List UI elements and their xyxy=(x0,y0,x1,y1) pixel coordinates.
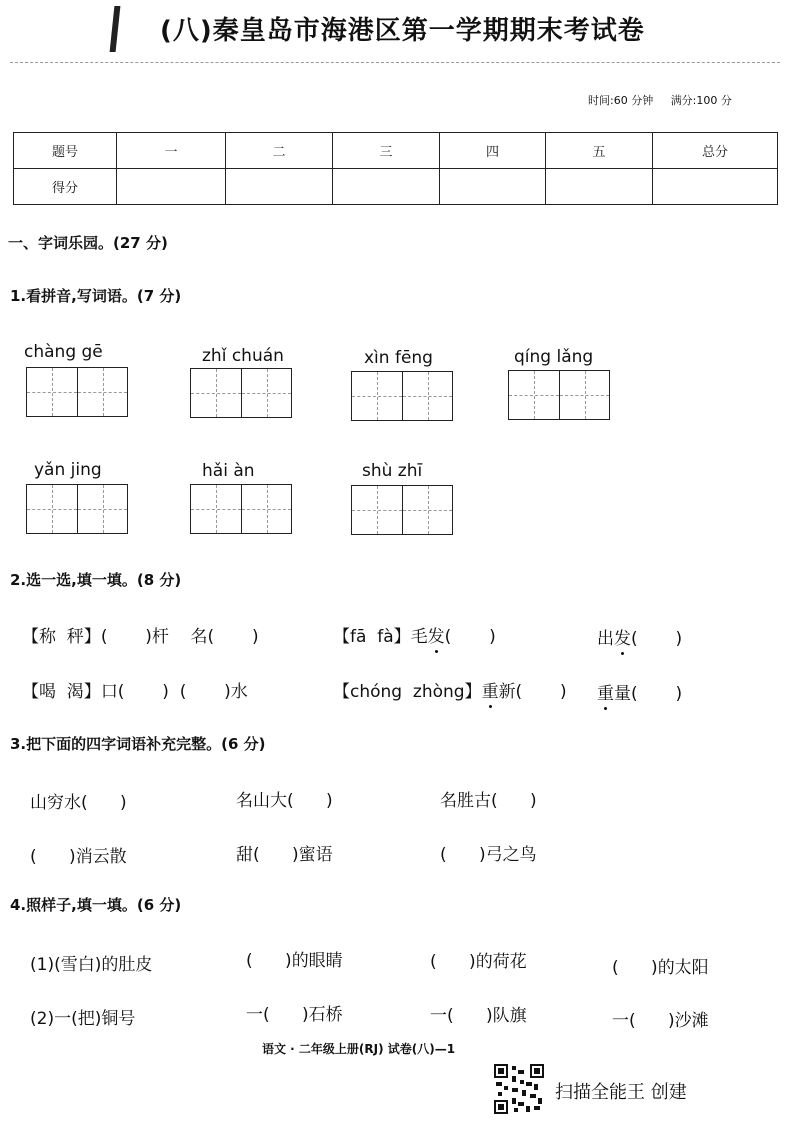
score-cell: 二 xyxy=(226,133,333,169)
q2-line-1-c xyxy=(597,624,682,649)
pinyin-label: yǎn jing xyxy=(34,460,102,480)
score-cell: 三 xyxy=(333,133,440,169)
idiom-blank[interactable]: 甜( )蜜语 xyxy=(236,845,333,865)
phrase-blank[interactable]: 一( )沙滩 xyxy=(612,1011,709,1031)
idiom-blank[interactable]: 名胜古( ) xyxy=(440,791,537,811)
writing-grid[interactable] xyxy=(26,367,128,417)
fill-blank[interactable]: ( ) xyxy=(444,627,496,647)
phrase-blank[interactable]: 一( )队旗 xyxy=(430,1006,527,1026)
score-value-row xyxy=(14,169,778,205)
q2-line-1-b xyxy=(333,622,496,647)
score-input[interactable] xyxy=(546,169,653,205)
score-cell: 总分 xyxy=(653,133,778,169)
fill-blank[interactable]: 新( ) xyxy=(498,682,567,702)
score-header-row xyxy=(14,133,778,169)
idiom-blank[interactable]: ( )消云散 xyxy=(30,847,127,867)
score-table xyxy=(13,132,778,205)
pinyin-label: shù zhī xyxy=(362,461,423,481)
question-3-title: 3.把下面的四字词语补充完整。(6 分) xyxy=(10,735,266,753)
phrase-blank[interactable]: ( )的太阳 xyxy=(612,958,709,978)
score-cell: 题号 xyxy=(14,133,117,169)
q2-line-2-c xyxy=(597,679,682,704)
score-cell: 四 xyxy=(440,133,546,169)
phrase-blank[interactable]: ( )的荷花 xyxy=(430,952,527,972)
section-title: 一、字词乐园。(27 分) xyxy=(8,234,168,252)
page-footer: 语文 · 二年级上册(RJ) 试卷(八)—1 xyxy=(262,1042,456,1056)
exam-full-score: 满分:100 分 xyxy=(670,94,732,107)
question-4-title: 4.照样子,填一填。(6 分) xyxy=(10,896,182,914)
dotted-char: 发 xyxy=(427,627,445,647)
writing-grid[interactable] xyxy=(508,370,610,420)
score-input[interactable] xyxy=(440,169,546,205)
choice-bracket: 【fā fà】 xyxy=(333,627,411,647)
phrase-blank[interactable]: 一( )石桥 xyxy=(246,1005,343,1025)
pinyin-label: zhǐ chuán xyxy=(202,346,284,366)
question-1-title: 1.看拼音,写词语。(7 分) xyxy=(10,287,182,305)
writing-grid[interactable] xyxy=(351,371,453,421)
question-2-title: 2.选一选,填一填。(8 分) xyxy=(10,571,182,589)
phrase-blank[interactable]: ( )的眼睛 xyxy=(246,951,343,971)
example-phrase: (2)一(把)铜号 xyxy=(30,1009,136,1029)
idiom-blank[interactable]: 山穷水( ) xyxy=(30,793,127,813)
fill-blank[interactable]: 口( ) ( )水 xyxy=(100,682,248,702)
writing-grid[interactable] xyxy=(190,368,292,418)
qr-code-icon xyxy=(494,1064,544,1114)
dotted-char: 重 xyxy=(597,684,614,704)
idiom-blank[interactable]: 名山大( ) xyxy=(236,791,333,811)
score-cell: 五 xyxy=(546,133,653,169)
fill-blank[interactable]: ( )杆 名( ) xyxy=(100,627,259,647)
choice-bracket: 【喝 渴】 xyxy=(22,682,101,702)
page-title: (八)秦皇岛市海港区第一学期期末考试卷 xyxy=(160,16,645,46)
writing-grid[interactable] xyxy=(190,484,292,534)
idiom-blank[interactable]: ( )弓之鸟 xyxy=(440,845,537,865)
q2-line-2-a xyxy=(22,677,248,702)
divider xyxy=(10,62,780,63)
writing-grid[interactable] xyxy=(351,485,453,535)
score-input[interactable] xyxy=(653,169,778,205)
fill-blank[interactable]: ( ) xyxy=(631,629,683,649)
choice-bracket: 【chóng zhòng】 xyxy=(333,682,482,702)
pinyin-label: hǎi àn xyxy=(202,461,255,481)
fill-blank[interactable]: 量( ) xyxy=(614,684,683,704)
dotted-char: 重 xyxy=(481,682,499,702)
q2-line-1-a xyxy=(22,622,259,647)
pinyin-label: qíng lǎng xyxy=(514,347,594,367)
scanner-watermark: 扫描全能王 创建 xyxy=(555,1082,687,1103)
choice-bracket: 【称 秤】 xyxy=(22,627,101,647)
margin-mark xyxy=(110,6,121,52)
score-input[interactable] xyxy=(226,169,333,205)
exam-meta xyxy=(588,92,732,108)
q2-line-2-b xyxy=(333,677,567,702)
score-cell: 得分 xyxy=(14,169,117,205)
exam-time: 时间:60 分钟 xyxy=(588,94,654,107)
writing-grid[interactable] xyxy=(26,484,128,534)
word-text: 毛 xyxy=(410,627,428,647)
score-input[interactable] xyxy=(333,169,440,205)
dotted-char: 发 xyxy=(614,629,631,649)
pinyin-label: chàng gē xyxy=(24,342,103,362)
score-input[interactable] xyxy=(117,169,226,205)
example-phrase: (1)(雪白)的肚皮 xyxy=(30,955,153,975)
word-text: 出 xyxy=(597,629,614,649)
pinyin-label: xìn fēng xyxy=(364,348,433,368)
score-cell: 一 xyxy=(117,133,226,169)
